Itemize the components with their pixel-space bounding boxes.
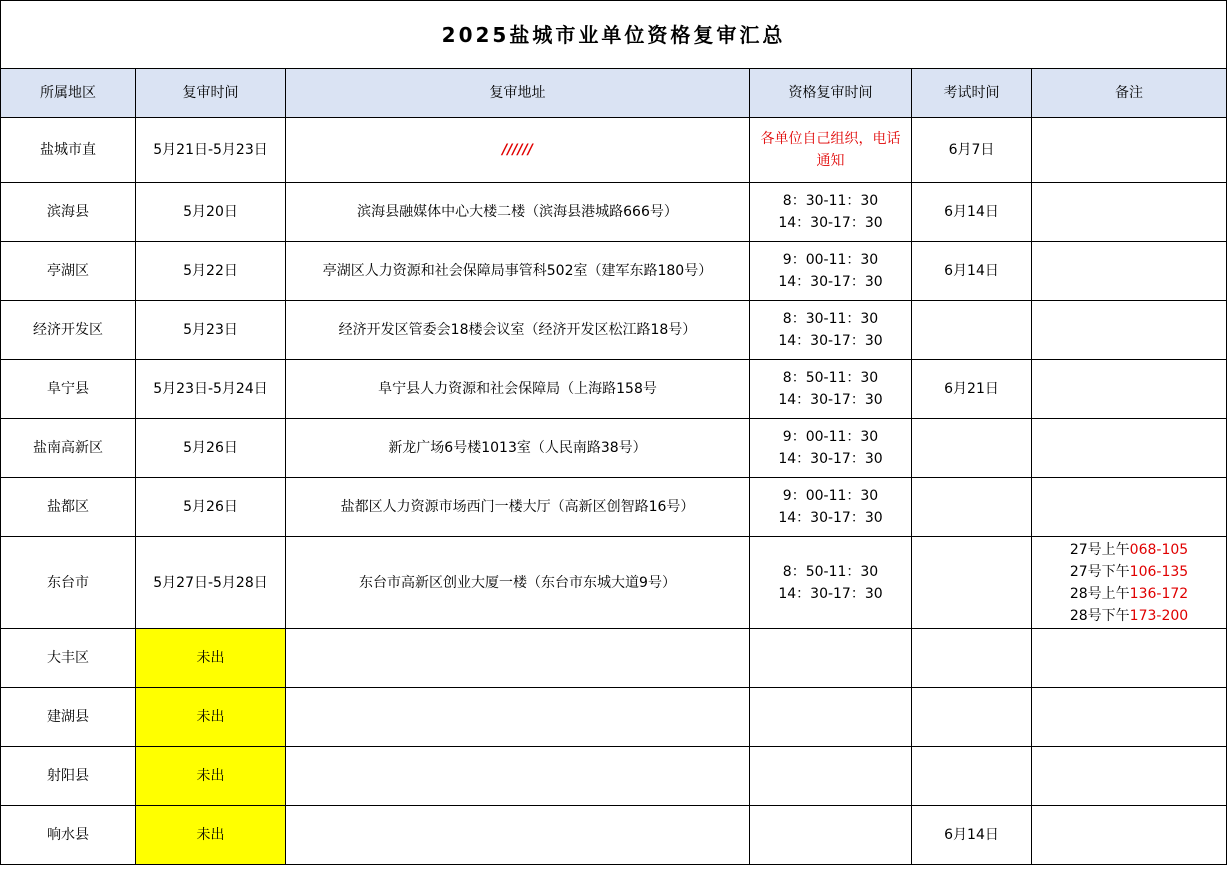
qualification-line-1: 9：00-11：30 (782, 252, 879, 268)
exam-time-cell: 6月14日 (912, 183, 1032, 242)
region-cell: 亭湖区 (1, 242, 136, 301)
qualification-time-cell (750, 301, 912, 360)
remark-line (1034, 605, 1224, 627)
table-row (1, 360, 1227, 419)
remarks-cell (1032, 360, 1227, 419)
review-time-cell: 5月27日-5月28日 (136, 537, 286, 629)
exam-time-cell (912, 537, 1032, 629)
region-cell: 建湖县 (1, 688, 136, 747)
remark-prefix: 27号下午 (1069, 563, 1130, 580)
qualification-line-1: 8：30-11：30 (782, 193, 879, 209)
review-time-cell: 未出 (136, 688, 286, 747)
qualification-time-cell (750, 688, 912, 747)
remark-range: 068-105 (1129, 541, 1189, 558)
qualification-time-cell (750, 537, 912, 629)
exam-time-cell (912, 688, 1032, 747)
remark-range: 136-172 (1129, 585, 1189, 602)
qualification-time-cell (750, 629, 912, 688)
remark-line (1034, 539, 1224, 561)
header-region: 所属地区 (1, 69, 136, 118)
region-cell: 盐城市直 (1, 118, 136, 183)
qualification-time-cell (750, 183, 912, 242)
review-time-cell: 5月22日 (136, 242, 286, 301)
region-cell: 盐南高新区 (1, 419, 136, 478)
qualification-time-cell (750, 478, 912, 537)
qualification-line-2: 14：30-17：30 (778, 392, 883, 408)
table-row (1, 419, 1227, 478)
address-cell: 滨海县融媒体中心大楼二楼（滨海县港城路666号） (286, 183, 750, 242)
remark-prefix: 28号下午 (1069, 607, 1130, 624)
review-time-cell: 5月21日-5月23日 (136, 118, 286, 183)
exam-time-cell (912, 747, 1032, 806)
qualification-time-cell (750, 242, 912, 301)
table-row (1, 806, 1227, 865)
review-time-cell: 未出 (136, 806, 286, 865)
address-cell (286, 629, 750, 688)
region-cell: 射阳县 (1, 747, 136, 806)
table-row (1, 629, 1227, 688)
region-cell: 滨海县 (1, 183, 136, 242)
region-cell: 阜宁县 (1, 360, 136, 419)
qualification-time-cell (750, 747, 912, 806)
remarks-cell (1032, 301, 1227, 360)
region-cell: 盐都区 (1, 478, 136, 537)
remark-range: 173-200 (1129, 607, 1189, 624)
table-row (1, 118, 1227, 183)
region-cell: 大丰区 (1, 629, 136, 688)
address-cell: 东台市高新区创业大厦一楼（东台市东城大道9号） (286, 537, 750, 629)
exam-time-cell: 6月7日 (912, 118, 1032, 183)
table-row (1, 301, 1227, 360)
remarks-cell (1032, 242, 1227, 301)
address-cell (286, 747, 750, 806)
qualification-time-cell (750, 360, 912, 419)
header-review-address: 复审地址 (286, 69, 750, 118)
qualification-line-2: 14：30-17：30 (778, 585, 883, 602)
remark-prefix: 27号上午 (1069, 541, 1130, 558)
qualification-line-2: 通知 (816, 153, 845, 169)
review-time-cell: 5月26日 (136, 478, 286, 537)
address-cell: 阜宁县人力资源和社会保障局（上海路158号 (286, 360, 750, 419)
table-row (1, 537, 1227, 629)
remark-line (1034, 561, 1224, 583)
exam-time-cell (912, 478, 1032, 537)
region-cell: 响水县 (1, 806, 136, 865)
table-row (1, 747, 1227, 806)
qualification-line-1: 8：50-11：30 (782, 563, 879, 580)
remarks-cell (1032, 419, 1227, 478)
address-cell: ////// (286, 118, 750, 183)
exam-time-cell (912, 301, 1032, 360)
remark-range: 106-135 (1129, 563, 1189, 580)
remark-prefix: 28号上午 (1069, 585, 1130, 602)
qualification-line-1: 9：00-11：30 (782, 429, 879, 445)
exam-time-cell: 6月21日 (912, 360, 1032, 419)
exam-time-cell: 6月14日 (912, 806, 1032, 865)
address-cell: 盐都区人力资源市场西门一楼大厅（高新区创智路16号） (286, 478, 750, 537)
qualification-line-2: 14：30-17：30 (778, 451, 883, 467)
review-time-cell: 5月23日-5月24日 (136, 360, 286, 419)
header-review-time: 复审时间 (136, 69, 286, 118)
review-time-cell: 未出 (136, 747, 286, 806)
qualification-time-cell (750, 118, 912, 183)
remarks-cell (1032, 118, 1227, 183)
region-cell: 东台市 (1, 537, 136, 629)
qualification-time-cell (750, 806, 912, 865)
qualification-time-cell (750, 419, 912, 478)
qualification-line-1: 8：30-11：30 (782, 311, 879, 327)
review-time-cell: 5月26日 (136, 419, 286, 478)
table-row (1, 688, 1227, 747)
header-qualification-time: 资格复审时间 (750, 69, 912, 118)
qualification-line-1: 各单位自己组织，电话 (760, 131, 901, 147)
review-time-cell: 未出 (136, 629, 286, 688)
address-cell (286, 688, 750, 747)
address-cell (286, 806, 750, 865)
address-cell: 新龙广场6号楼1013室（人民南路38号） (286, 419, 750, 478)
qualification-line-2: 14：30-17：30 (778, 215, 883, 231)
qualification-line-2: 14：30-17：30 (778, 510, 883, 526)
header-exam-time: 考试时间 (912, 69, 1032, 118)
remarks-cell (1032, 688, 1227, 747)
exam-time-cell (912, 419, 1032, 478)
table-row (1, 478, 1227, 537)
table-row (1, 242, 1227, 301)
table-row (1, 183, 1227, 242)
remarks-cell (1032, 747, 1227, 806)
qualification-line-1: 8：50-11：30 (782, 370, 879, 386)
remarks-cell (1032, 537, 1227, 629)
region-cell: 经济开发区 (1, 301, 136, 360)
header-row (1, 69, 1227, 118)
header-remarks: 备注 (1032, 69, 1227, 118)
qualification-line-1: 9：00-11：30 (782, 488, 879, 504)
review-time-cell: 5月20日 (136, 183, 286, 242)
remark-line (1034, 583, 1224, 605)
remarks-cell (1032, 629, 1227, 688)
remarks-cell (1032, 183, 1227, 242)
address-cell: 亭湖区人力资源和社会保障局事管科502室（建军东路180号） (286, 242, 750, 301)
address-cell: 经济开发区管委会18楼会议室（经济开发区松江路18号） (286, 301, 750, 360)
review-time-cell: 5月23日 (136, 301, 286, 360)
table-title: 2025盐城市业单位资格复审汇总 (1, 1, 1227, 69)
qualification-line-2: 14：30-17：30 (778, 333, 883, 349)
remarks-cell (1032, 806, 1227, 865)
exam-time-cell: 6月14日 (912, 242, 1032, 301)
remarks-cell (1032, 478, 1227, 537)
qualification-line-2: 14：30-17：30 (778, 274, 883, 290)
exam-time-cell (912, 629, 1032, 688)
